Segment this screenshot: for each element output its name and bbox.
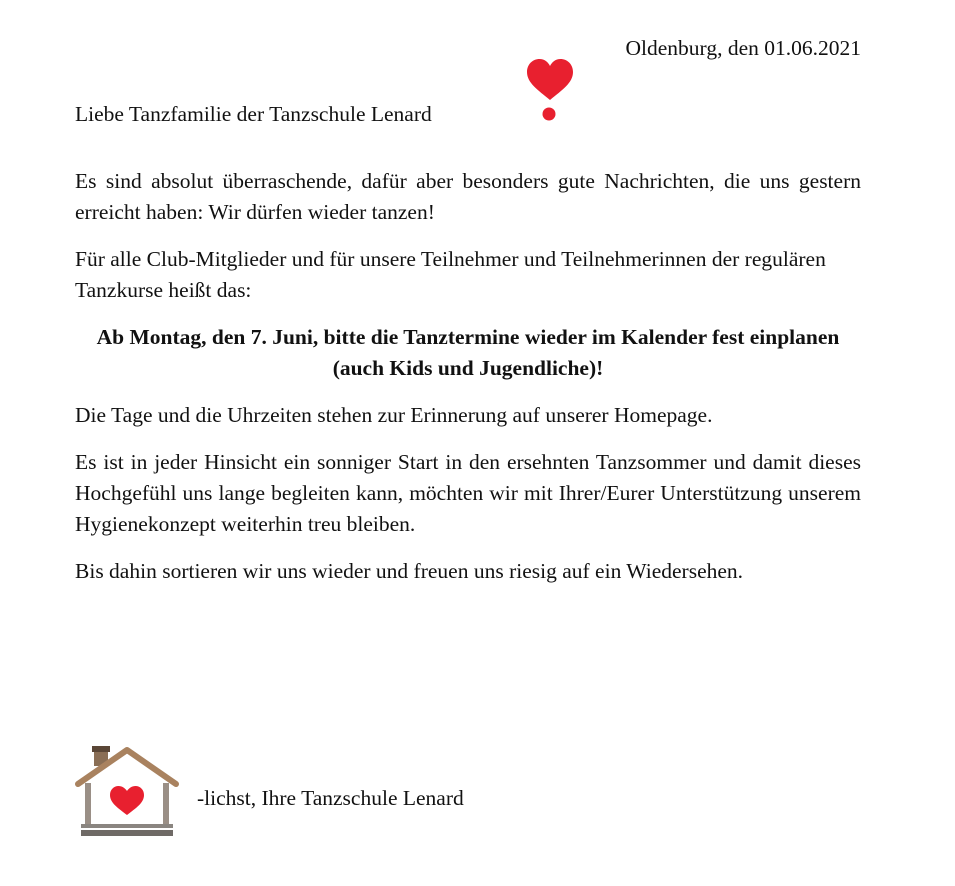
paragraph-farewell: Bis dahin sortieren wir uns wieder und freuen uns riesig auf ein Wiedersehen. (75, 559, 744, 583)
wall-left (85, 783, 91, 825)
house-heart (110, 786, 144, 815)
greeting: Liebe Tanzfamilie der Tanzschule Lenard (75, 102, 432, 126)
paragraph-news: Es sind absolut überraschende, dafür aber besonders gute Nachrichten, die uns gestern erreicht haben: Wir dürfen wieder tanzen! (75, 169, 861, 224)
house-base (81, 824, 173, 828)
heart-exclamation-icon (526, 58, 574, 124)
paragraph-members: Für alle Club-Mitglieder und für unsere Teilnehmer und Teilnehmerinnen der regulären Tanzkurse heißt das: (75, 247, 826, 302)
letter-body (75, 166, 861, 603)
closing-line: -lichst, Ihre Tanzschule Lenard (197, 786, 464, 810)
paragraph-highlight: Ab Montag, den 7. Juni, bitte die Tanztermine wieder im Kalender fest einplanen (auch Kids und Jugendliche)! (96, 325, 840, 380)
roof (78, 750, 176, 784)
date-line: Oldenburg, den 01.06.2021 (625, 36, 861, 60)
paragraph-summer: Es ist in jeder Hinsicht ein sonniger Start in den ersehnten Tanzsommer und damit dieses Hochgefühl uns lange begleiten kann, möchten wir mit Ihrer/Eurer Unterstützung unserem Hygienekonzept weiterhin treu bleiben. (75, 450, 861, 536)
house-heart-icon (74, 744, 180, 838)
wall-right (163, 783, 169, 825)
exclamation-dot (543, 108, 556, 121)
chimney (92, 746, 110, 752)
paragraph-schedule: Die Tage und die Uhrzeiten stehen zur Erinnerung auf unserer Homepage. (75, 403, 713, 427)
heart-shape (527, 59, 573, 100)
house-foundation (81, 830, 173, 836)
